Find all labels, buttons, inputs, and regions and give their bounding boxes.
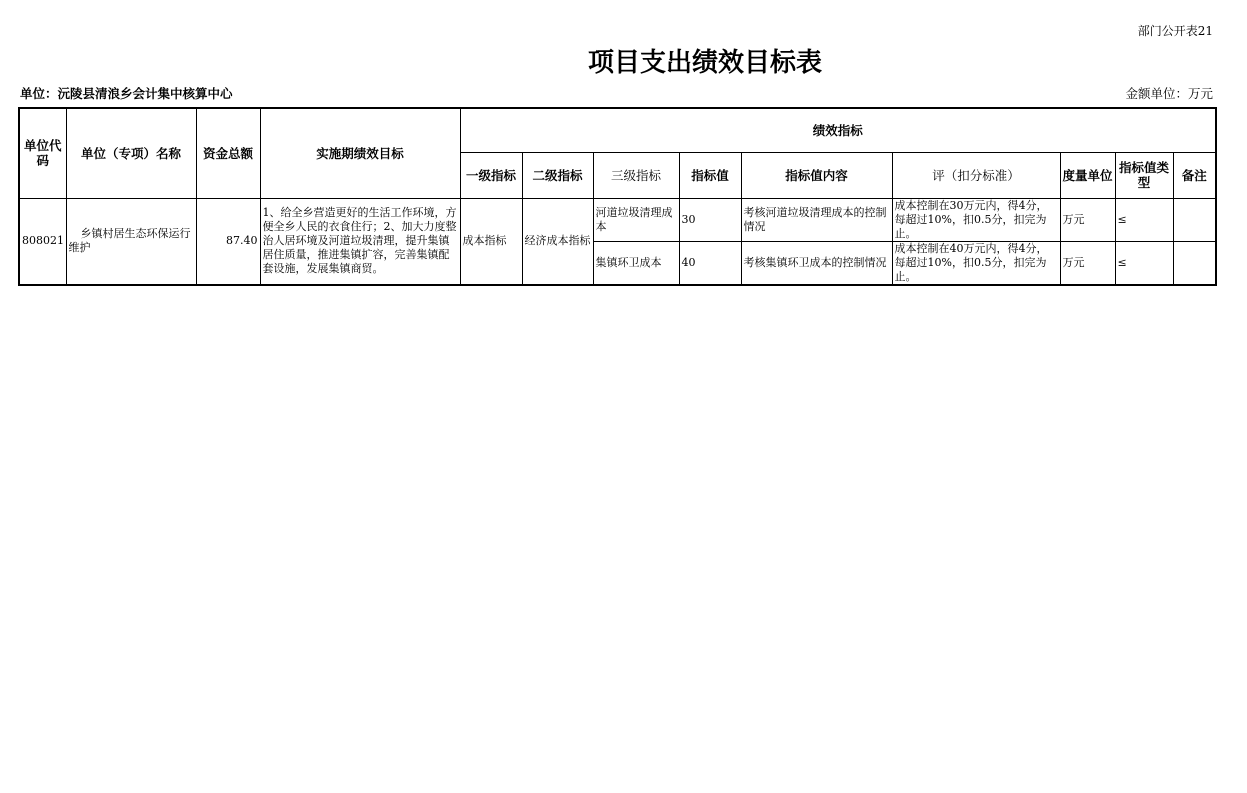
header-total-funds: 资金总额 (196, 108, 260, 198)
cell-value: 30 (679, 198, 741, 241)
amount-unit-label: 金额单位：万元 (1125, 86, 1213, 101)
header-indicators: 绩效指标 (460, 108, 1216, 152)
cell-level2: 经济成本指标 (522, 198, 593, 285)
cell-measure-unit: 万元 (1060, 241, 1115, 285)
cell-level3: 河道垃圾清理成本 (593, 198, 679, 241)
cell-content: 考核集镇环卫成本的控制情况 (741, 241, 892, 285)
header-goal: 实施期绩效目标 (260, 108, 460, 198)
header-level1: 一级指标 (460, 152, 522, 198)
cell-goal: 1、给全乡营造更好的生活工作环境，方便全乡人民的衣食住行；2、加大力度整治人居环境及河道垃圾清理，提升集镇居住质量，推进集镇扩容，完善集镇配套设施，发展集镇商贸。 (260, 198, 460, 285)
cell-value-type: ≤ (1115, 241, 1173, 285)
page-title: 项目支出绩效目标表 (587, 48, 822, 78)
form-number: 部门公开表21 (1137, 24, 1213, 38)
cell-value-type: ≤ (1115, 198, 1173, 241)
header-unit-code: 单位代码 (19, 108, 66, 198)
cell-total-funds: 87.40 (196, 198, 260, 285)
cell-remark (1173, 241, 1216, 285)
cell-measure-unit: 万元 (1060, 198, 1115, 241)
cell-unit-code: 808021 (19, 198, 66, 285)
header-unit-name: 单位（专项）名称 (66, 108, 196, 198)
cell-criteria: 成本控制在30万元内，得4分，每超过10%，扣0.5分，扣完为止。 (892, 198, 1060, 241)
header-measure-unit: 度量单位 (1060, 152, 1115, 198)
header-criteria: 评（扣分标准） (892, 152, 1060, 198)
cell-level1: 成本指标 (460, 198, 522, 285)
cell-content: 考核河道垃圾清理成本的控制情况 (741, 198, 892, 241)
header-level3: 三级指标 (593, 152, 679, 198)
cell-criteria: 成本控制在40万元内，得4分，每超过10%，扣0.5分，扣完为止。 (892, 241, 1060, 285)
header-value-type: 指标值类型 (1115, 152, 1173, 198)
unit-label: 单位：沅陵县清浪乡会计集中核算中心 (20, 86, 233, 101)
cell-remark (1173, 198, 1216, 241)
header-value: 指标值 (679, 152, 741, 198)
table-row (19, 198, 1216, 241)
cell-unit-name: 乡镇村居生态环保运行维护 (66, 198, 196, 285)
header-remark: 备注 (1173, 152, 1216, 198)
cell-level3: 集镇环卫成本 (593, 241, 679, 285)
cell-value: 40 (679, 241, 741, 285)
header-content: 指标值内容 (741, 152, 892, 198)
performance-table (18, 107, 1217, 286)
header-level2: 二级指标 (522, 152, 593, 198)
